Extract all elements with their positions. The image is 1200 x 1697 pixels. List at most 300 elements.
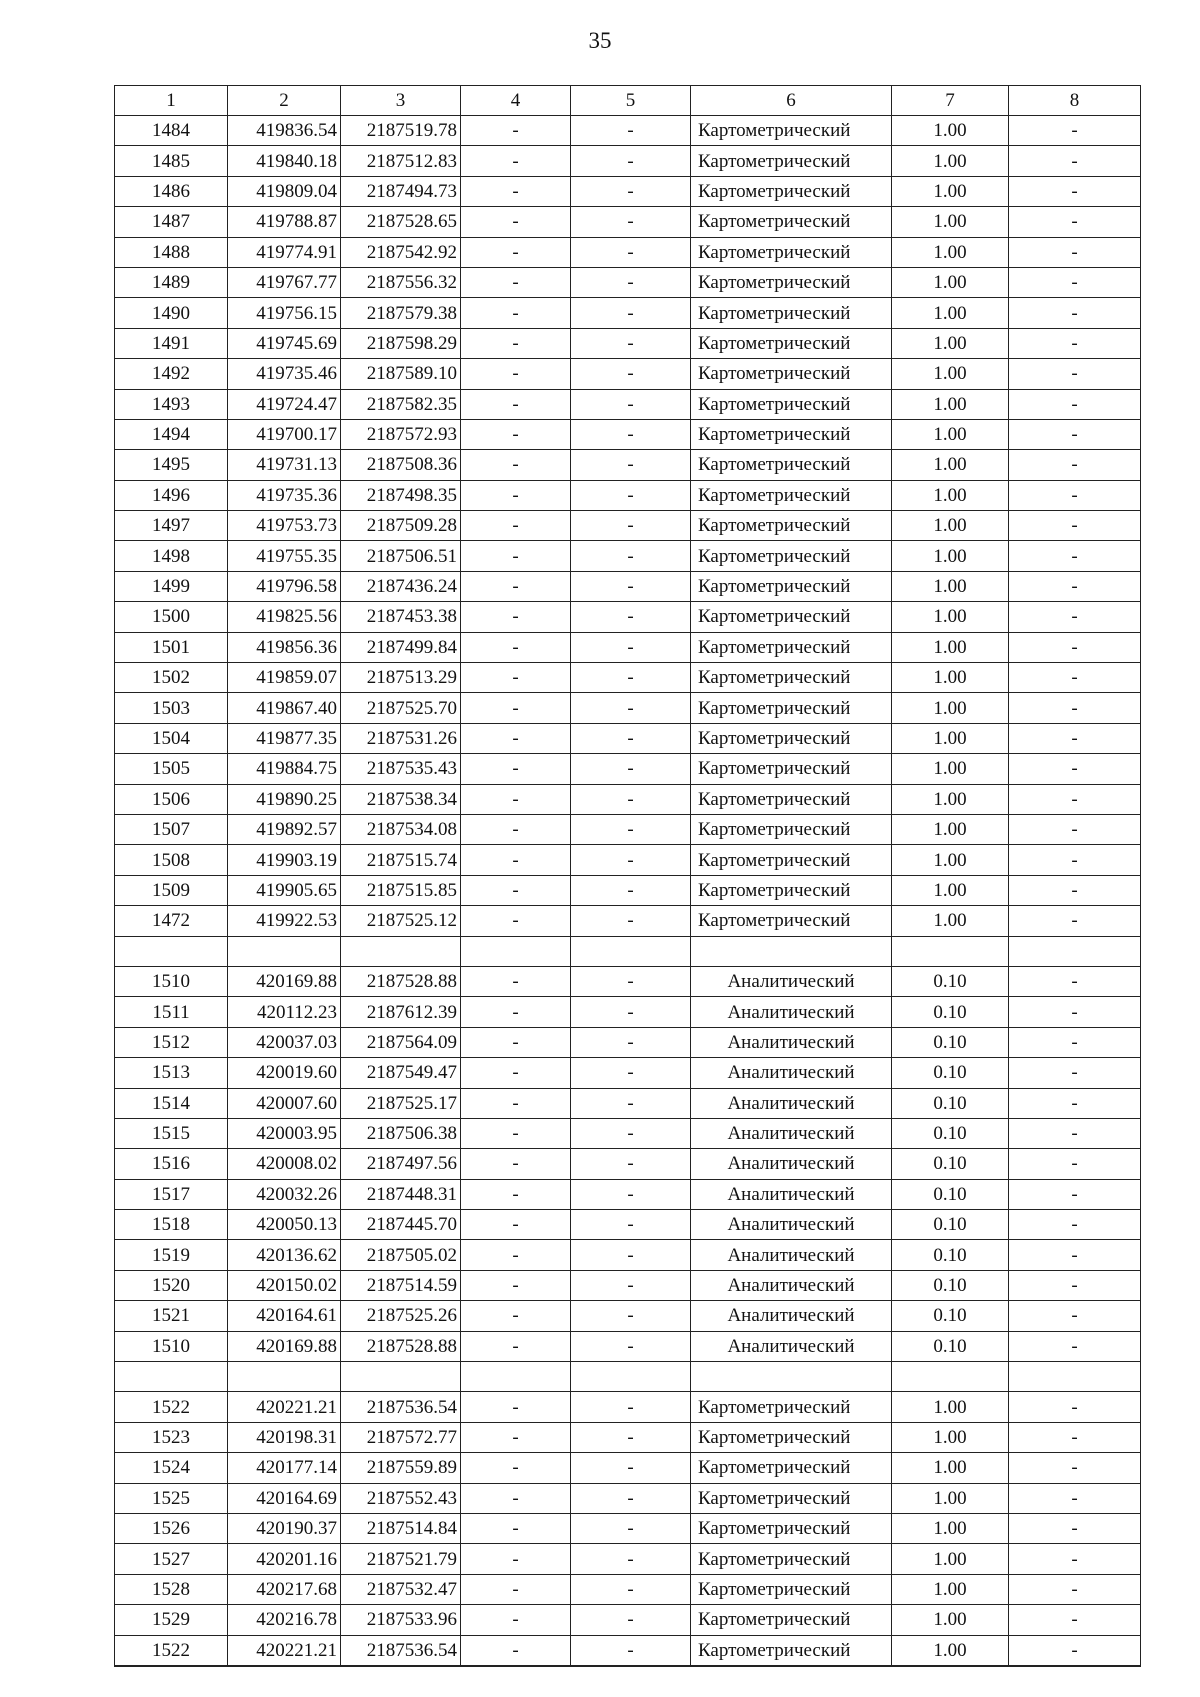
table-cell: - — [461, 814, 571, 844]
table-cell: - — [571, 1027, 691, 1057]
table-cell: 1515 — [115, 1118, 228, 1148]
table-cell: Картометрический — [691, 693, 892, 723]
table-row — [115, 845, 1141, 875]
table-cell: - — [1009, 1058, 1141, 1088]
table-row — [115, 267, 1141, 297]
table-cell: Картометрический — [691, 328, 892, 358]
table-cell: 419788.87 — [228, 207, 341, 237]
table-cell: 1522 — [115, 1635, 228, 1666]
table-cell: - — [461, 116, 571, 146]
table-cell: - — [571, 511, 691, 541]
table-cell: 420164.69 — [228, 1483, 341, 1513]
column-header: 4 — [461, 86, 571, 116]
table-cell: 1.00 — [892, 1635, 1009, 1666]
table-cell: - — [571, 541, 691, 571]
table-cell: 1.00 — [892, 1392, 1009, 1422]
table-cell: 419884.75 — [228, 754, 341, 784]
table-row — [115, 1635, 1141, 1666]
table-cell: - — [461, 632, 571, 662]
table-cell: - — [1009, 632, 1141, 662]
table-cell: - — [461, 571, 571, 601]
table-cell: 420169.88 — [228, 1331, 341, 1361]
table-cell: - — [571, 1088, 691, 1118]
table-cell: Картометрический — [691, 1635, 892, 1666]
table-cell: 419724.47 — [228, 389, 341, 419]
table-cell: - — [1009, 814, 1141, 844]
table-cell: 1526 — [115, 1513, 228, 1543]
table-cell: - — [1009, 1605, 1141, 1635]
table-cell — [571, 1362, 691, 1392]
table-cell: - — [461, 1118, 571, 1148]
table-cell — [461, 936, 571, 966]
table-cell: Картометрический — [691, 419, 892, 449]
table-cell: Аналитический — [691, 997, 892, 1027]
table-cell: 1510 — [115, 966, 228, 996]
table-cell: 2187509.28 — [341, 511, 461, 541]
table-cell: Картометрический — [691, 784, 892, 814]
table-cell: 2187506.38 — [341, 1118, 461, 1148]
table-cell: - — [1009, 1422, 1141, 1452]
table-cell: 1517 — [115, 1179, 228, 1209]
table-cell: 1507 — [115, 814, 228, 844]
table-cell: Картометрический — [691, 1574, 892, 1604]
table-cell: 0.10 — [892, 1179, 1009, 1209]
table-cell: 1.00 — [892, 480, 1009, 510]
table-cell: - — [1009, 480, 1141, 510]
table-cell: Картометрический — [691, 267, 892, 297]
table-cell: - — [461, 1331, 571, 1361]
table-row — [115, 1453, 1141, 1483]
table-cell: - — [1009, 784, 1141, 814]
table-cell: - — [571, 1513, 691, 1543]
table-cell: 1.00 — [892, 1574, 1009, 1604]
table-cell: - — [571, 1605, 691, 1635]
column-header: 7 — [892, 86, 1009, 116]
table-cell: 1509 — [115, 875, 228, 905]
table-cell: 1.00 — [892, 116, 1009, 146]
table-row — [115, 784, 1141, 814]
table-row — [115, 176, 1141, 206]
table-cell: Аналитический — [691, 966, 892, 996]
table-cell: - — [571, 480, 691, 510]
page-number: 35 — [588, 28, 612, 53]
table-cell: - — [461, 176, 571, 206]
table-cell: Аналитический — [691, 1118, 892, 1148]
table-cell: Картометрический — [691, 450, 892, 480]
table-cell: 1488 — [115, 237, 228, 267]
table-cell: 1497 — [115, 511, 228, 541]
table-cell: - — [571, 571, 691, 601]
table-cell: 2187542.92 — [341, 237, 461, 267]
table-cell: 1491 — [115, 328, 228, 358]
table-cell: - — [461, 784, 571, 814]
table-cell: Картометрический — [691, 845, 892, 875]
table-cell: - — [571, 450, 691, 480]
table-cell: - — [1009, 116, 1141, 146]
table-cell: 1514 — [115, 1088, 228, 1118]
table-cell: 0.10 — [892, 1088, 1009, 1118]
table-cell: Аналитический — [691, 1240, 892, 1270]
table-cell: 1524 — [115, 1453, 228, 1483]
table-cell: - — [571, 1301, 691, 1331]
table-cell: Картометрический — [691, 663, 892, 693]
table-row — [115, 1088, 1141, 1118]
table-cell: 1.00 — [892, 1605, 1009, 1635]
table-cell: - — [461, 450, 571, 480]
table-cell: 1496 — [115, 480, 228, 510]
coordinates-table — [114, 85, 1141, 1667]
table-cell: Картометрический — [691, 359, 892, 389]
table-cell: 0.10 — [892, 1027, 1009, 1057]
table-cell: 1502 — [115, 663, 228, 693]
table-cell: 1495 — [115, 450, 228, 480]
table-cell: 1527 — [115, 1544, 228, 1574]
table-cell: 1504 — [115, 723, 228, 753]
table-cell: 2187525.26 — [341, 1301, 461, 1331]
table-cell: - — [1009, 1027, 1141, 1057]
table-cell: 420032.26 — [228, 1179, 341, 1209]
table-cell: 2187521.79 — [341, 1544, 461, 1574]
table-cell — [341, 1362, 461, 1392]
table-cell: - — [1009, 966, 1141, 996]
table-cell: Картометрический — [691, 298, 892, 328]
table-row — [115, 116, 1141, 146]
table-cell: Картометрический — [691, 1483, 892, 1513]
table-row — [115, 237, 1141, 267]
table-cell: 2187528.88 — [341, 966, 461, 996]
table-cell: - — [1009, 845, 1141, 875]
table-cell: - — [461, 1088, 571, 1118]
table-cell: - — [461, 1422, 571, 1452]
table-cell: 1512 — [115, 1027, 228, 1057]
table-cell: 1505 — [115, 754, 228, 784]
table-cell: - — [461, 1483, 571, 1513]
table-row — [115, 906, 1141, 936]
table-cell: 1493 — [115, 389, 228, 419]
table-cell: 1.00 — [892, 723, 1009, 753]
table-cell: Картометрический — [691, 541, 892, 571]
table-cell — [228, 1362, 341, 1392]
table-row — [115, 693, 1141, 723]
table-cell: 1.00 — [892, 845, 1009, 875]
table-cell: - — [571, 359, 691, 389]
table-cell — [228, 936, 341, 966]
table-cell: 2187598.29 — [341, 328, 461, 358]
table-cell: Картометрический — [691, 207, 892, 237]
table-cell: 1489 — [115, 267, 228, 297]
table-cell: 2187499.84 — [341, 632, 461, 662]
table-cell: - — [571, 1240, 691, 1270]
table-cell: 419836.54 — [228, 116, 341, 146]
table-cell: 1500 — [115, 602, 228, 632]
table-cell — [1009, 1362, 1141, 1392]
table-spacer-row — [115, 936, 1141, 966]
table-cell — [571, 936, 691, 966]
table-cell: 1.00 — [892, 875, 1009, 905]
table-row — [115, 328, 1141, 358]
table-row — [115, 1513, 1141, 1543]
table-cell: 419890.25 — [228, 784, 341, 814]
table-cell: 1518 — [115, 1210, 228, 1240]
table-row — [115, 480, 1141, 510]
table-cell: - — [1009, 1301, 1141, 1331]
table-cell: - — [571, 146, 691, 176]
column-header: 8 — [1009, 86, 1141, 116]
table-cell: 1.00 — [892, 389, 1009, 419]
table-cell: 1520 — [115, 1270, 228, 1300]
table-cell: - — [461, 328, 571, 358]
table-cell: 2187515.85 — [341, 875, 461, 905]
table-cell: - — [571, 1058, 691, 1088]
table-cell: 2187525.12 — [341, 906, 461, 936]
table-cell: 2187559.89 — [341, 1453, 461, 1483]
table-cell: Картометрический — [691, 480, 892, 510]
table-cell: 420136.62 — [228, 1240, 341, 1270]
table-cell: - — [1009, 1270, 1141, 1300]
table-cell: Картометрический — [691, 814, 892, 844]
table-cell: 419892.57 — [228, 814, 341, 844]
table-cell: 419796.58 — [228, 571, 341, 601]
table-cell: - — [571, 328, 691, 358]
table-cell — [461, 1362, 571, 1392]
table-cell: Картометрический — [691, 1453, 892, 1483]
table-cell: - — [1009, 1088, 1141, 1118]
table-cell: 0.10 — [892, 1058, 1009, 1088]
table-cell: 419859.07 — [228, 663, 341, 693]
table-cell: - — [1009, 237, 1141, 267]
table-cell: - — [1009, 1118, 1141, 1148]
table-cell: 1.00 — [892, 602, 1009, 632]
table-cell: 1492 — [115, 359, 228, 389]
table-cell: - — [461, 1513, 571, 1543]
table-cell: - — [461, 1392, 571, 1422]
table-cell: - — [461, 1605, 571, 1635]
table-row — [115, 754, 1141, 784]
table-cell: 1.00 — [892, 1544, 1009, 1574]
table-cell: - — [571, 1210, 691, 1240]
table-cell: 419731.13 — [228, 450, 341, 480]
table-cell: 2187535.43 — [341, 754, 461, 784]
table-cell: Картометрический — [691, 632, 892, 662]
table-row — [115, 602, 1141, 632]
table-cell: - — [461, 966, 571, 996]
table-cell: - — [571, 1483, 691, 1513]
table-cell: 2187514.84 — [341, 1513, 461, 1543]
table-cell: - — [571, 966, 691, 996]
table-cell: - — [571, 207, 691, 237]
table-cell: 1510 — [115, 1331, 228, 1361]
table-cell: Картометрический — [691, 237, 892, 267]
table-cell: Картометрический — [691, 1513, 892, 1543]
table-cell: - — [461, 1544, 571, 1574]
table-cell: 2187515.74 — [341, 845, 461, 875]
table-cell: 420217.68 — [228, 1574, 341, 1604]
table-cell: 419809.04 — [228, 176, 341, 206]
table-cell: 2187564.09 — [341, 1027, 461, 1057]
table-cell: - — [571, 1118, 691, 1148]
table-cell — [115, 936, 228, 966]
table-row — [115, 1240, 1141, 1270]
table-cell: 420169.88 — [228, 966, 341, 996]
table-cell: - — [571, 1544, 691, 1574]
table-cell: 2187519.78 — [341, 116, 461, 146]
table-cell: Картометрический — [691, 906, 892, 936]
table-cell: Аналитический — [691, 1301, 892, 1331]
table-cell: - — [571, 845, 691, 875]
table-cell: 2187436.24 — [341, 571, 461, 601]
table-cell: - — [461, 541, 571, 571]
table-cell: 1.00 — [892, 207, 1009, 237]
table-cell: 420008.02 — [228, 1149, 341, 1179]
table-cell: - — [571, 389, 691, 419]
table-row — [115, 359, 1141, 389]
table-cell: Аналитический — [691, 1270, 892, 1300]
table-cell: - — [461, 723, 571, 753]
table-row — [115, 541, 1141, 571]
table-cell: 1.00 — [892, 359, 1009, 389]
table-cell: - — [1009, 1453, 1141, 1483]
table-cell: 1494 — [115, 419, 228, 449]
table-cell: 2187534.08 — [341, 814, 461, 844]
table-cell: 419905.65 — [228, 875, 341, 905]
table-cell: 1.00 — [892, 1453, 1009, 1483]
table-spacer-row — [115, 1362, 1141, 1392]
table-cell: 2187528.88 — [341, 1331, 461, 1361]
table-cell: 1513 — [115, 1058, 228, 1088]
table-cell: 0.10 — [892, 1118, 1009, 1148]
table-cell: 2187448.31 — [341, 1179, 461, 1209]
table-cell: - — [571, 814, 691, 844]
table-cell: Аналитический — [691, 1027, 892, 1057]
table-cell: 2187513.29 — [341, 663, 461, 693]
table-cell: - — [571, 1331, 691, 1361]
table-cell: - — [461, 267, 571, 297]
table-row — [115, 1058, 1141, 1088]
table-cell: 0.10 — [892, 997, 1009, 1027]
table-cell: 2187525.70 — [341, 693, 461, 723]
table-cell: 0.10 — [892, 1210, 1009, 1240]
table-cell — [341, 936, 461, 966]
table-cell: 1487 — [115, 207, 228, 237]
table-cell: - — [571, 176, 691, 206]
table-cell: Картометрический — [691, 602, 892, 632]
table-cell: - — [1009, 328, 1141, 358]
table-cell: 0.10 — [892, 966, 1009, 996]
table-cell: Картометрический — [691, 571, 892, 601]
table-cell: 1.00 — [892, 663, 1009, 693]
table-cell: 2187445.70 — [341, 1210, 461, 1240]
table-cell: Аналитический — [691, 1088, 892, 1118]
table-cell: - — [461, 1453, 571, 1483]
table-cell: 2187552.43 — [341, 1483, 461, 1513]
table-cell: - — [571, 997, 691, 1027]
table-cell: 419856.36 — [228, 632, 341, 662]
table-row — [115, 663, 1141, 693]
table-cell: 420150.02 — [228, 1270, 341, 1300]
table-cell: Картометрический — [691, 1392, 892, 1422]
table-cell: 419922.53 — [228, 906, 341, 936]
table-cell: 420112.23 — [228, 997, 341, 1027]
table-cell: 1.00 — [892, 419, 1009, 449]
table-cell: 2187536.54 — [341, 1392, 461, 1422]
table-cell: - — [461, 1027, 571, 1057]
table-cell: - — [461, 389, 571, 419]
table-cell: 1.00 — [892, 1513, 1009, 1543]
table-cell: 1485 — [115, 146, 228, 176]
table-cell: 420037.03 — [228, 1027, 341, 1057]
table-row — [115, 1331, 1141, 1361]
table-cell — [1009, 936, 1141, 966]
table-cell: 419735.46 — [228, 359, 341, 389]
table-row — [115, 146, 1141, 176]
table-row — [115, 1149, 1141, 1179]
table-cell: - — [461, 1240, 571, 1270]
table-cell: Аналитический — [691, 1149, 892, 1179]
table-cell: - — [461, 1301, 571, 1331]
table-cell: 419756.15 — [228, 298, 341, 328]
table-cell: Картометрический — [691, 389, 892, 419]
table-cell: - — [571, 723, 691, 753]
table-cell: - — [461, 875, 571, 905]
table-row — [115, 1118, 1141, 1148]
table-cell: 1.00 — [892, 693, 1009, 723]
table-cell: 1.00 — [892, 784, 1009, 814]
table-cell: - — [1009, 875, 1141, 905]
table-cell: 1503 — [115, 693, 228, 723]
table-row — [115, 966, 1141, 996]
table-cell: 1486 — [115, 176, 228, 206]
table-header-row — [115, 86, 1141, 116]
table-cell: - — [461, 602, 571, 632]
table-cell: - — [571, 1179, 691, 1209]
table-row — [115, 1605, 1141, 1635]
column-header: 3 — [341, 86, 461, 116]
table-cell: 1511 — [115, 997, 228, 1027]
table-cell: 419767.77 — [228, 267, 341, 297]
table-cell: 2187532.47 — [341, 1574, 461, 1604]
column-header: 2 — [228, 86, 341, 116]
table-cell: - — [571, 906, 691, 936]
table-row — [115, 1027, 1141, 1057]
table-cell: Картометрический — [691, 511, 892, 541]
table-cell: - — [571, 632, 691, 662]
table-cell: Картометрический — [691, 176, 892, 206]
table-cell: 1.00 — [892, 1483, 1009, 1513]
table-row — [115, 1392, 1141, 1422]
table-cell: 2187572.93 — [341, 419, 461, 449]
table-cell: - — [1009, 419, 1141, 449]
table-cell: 1.00 — [892, 906, 1009, 936]
table-cell: 420216.78 — [228, 1605, 341, 1635]
table-cell: Картометрический — [691, 875, 892, 905]
table-cell: - — [571, 419, 691, 449]
table-cell: 2187498.35 — [341, 480, 461, 510]
table-cell: 2187612.39 — [341, 997, 461, 1027]
table-cell: Картометрический — [691, 1605, 892, 1635]
table-cell: 1.00 — [892, 328, 1009, 358]
table-cell: - — [571, 784, 691, 814]
table-cell: 419840.18 — [228, 146, 341, 176]
table-cell: Картометрический — [691, 723, 892, 753]
table-cell: 2187549.47 — [341, 1058, 461, 1088]
table-cell: - — [1009, 1331, 1141, 1361]
table-row — [115, 571, 1141, 601]
table-row — [115, 419, 1141, 449]
table-row — [115, 1422, 1141, 1452]
table-body — [115, 116, 1141, 1666]
table-cell: - — [571, 1392, 691, 1422]
table-cell: - — [1009, 1392, 1141, 1422]
